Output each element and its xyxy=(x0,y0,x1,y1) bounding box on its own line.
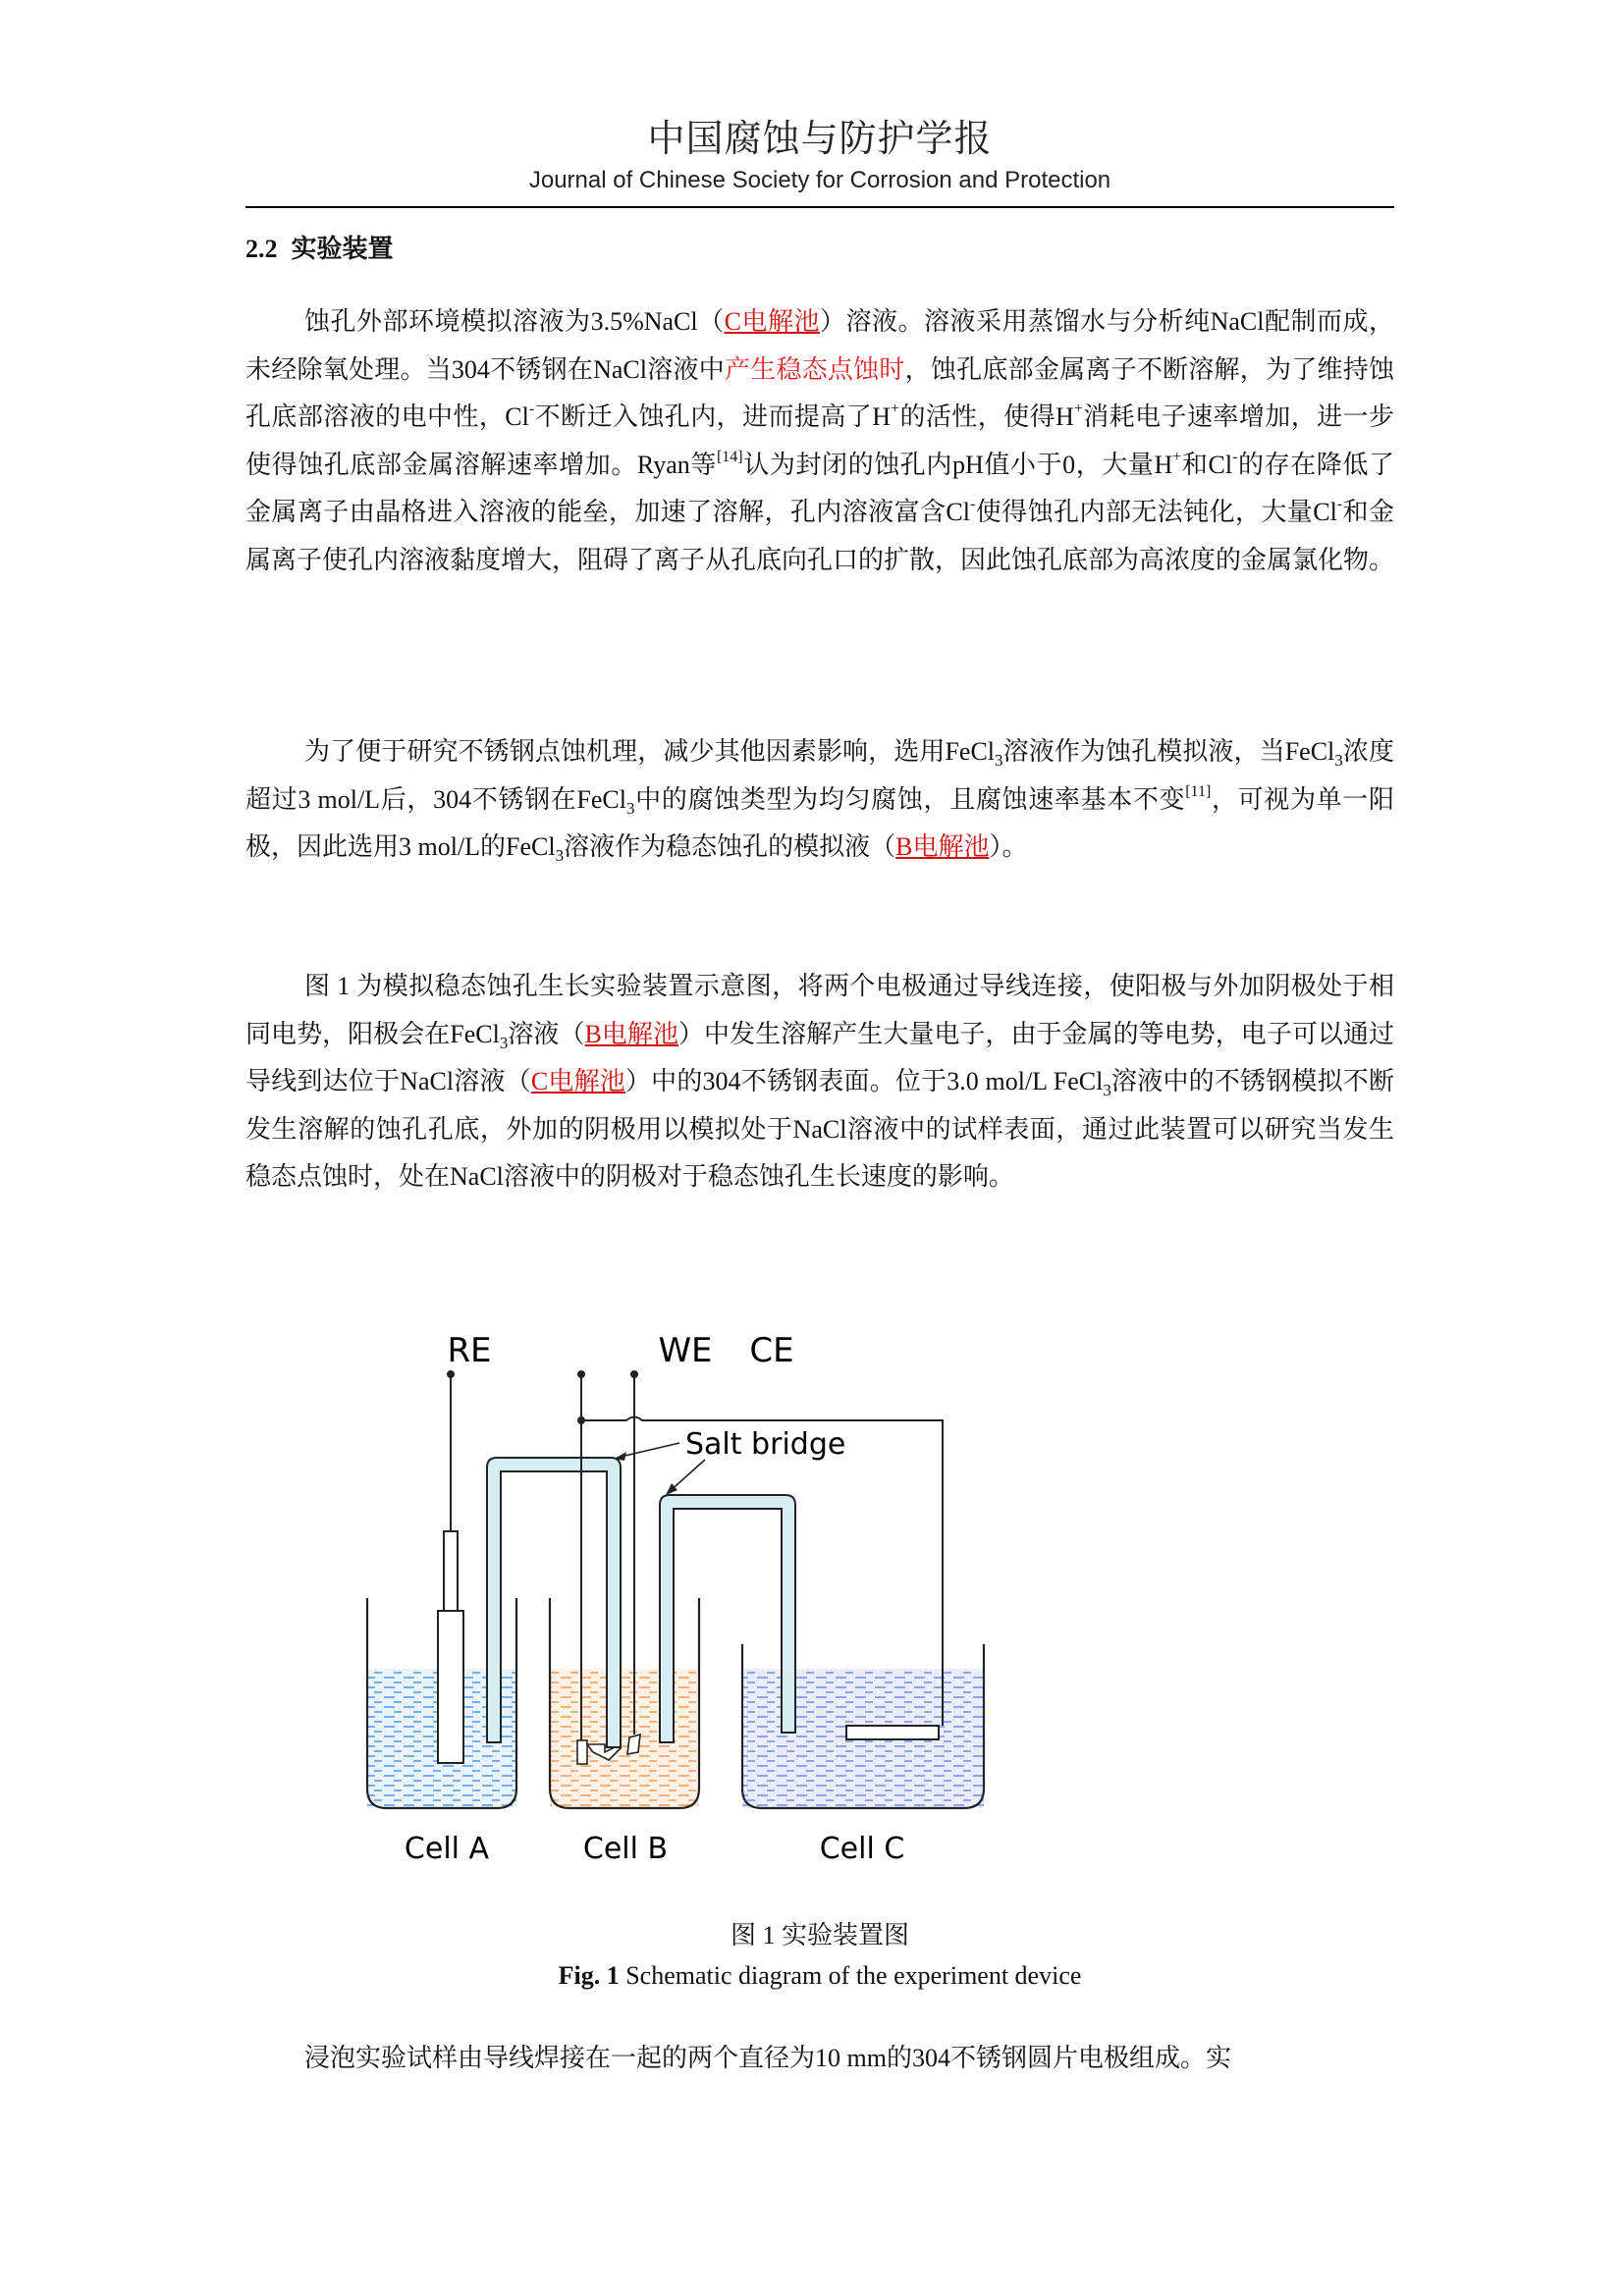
external-cathode xyxy=(846,1726,939,1739)
cell-b xyxy=(550,1598,699,1808)
paragraph-4: 浸泡实验试样由导线焊接在一起的两个直径为10 mm的304不锈钢圆片电极组成。实 xyxy=(304,2044,1231,2072)
section-number: 2.2 xyxy=(245,235,278,263)
paragraph-2: 为了便于研究不锈钢点蚀机理，减少其他因素影响，选用FeCl$_3$溶液作为蚀孔模拟液，当FeCl$_3$浓度超过3 mol/L后，304不锈钢在FeCl$_3$中的腐蚀类型为均匀腐蚀，且腐蚀速率基本不变[11]，可视为单一阳极，因此选用3 mol/L的FeCl$_3$溶液作为稳态蚀孔的模拟液（B电解池）。 xyxy=(245,737,1394,866)
journal-title-en: Journal of Chinese Society for Corrosion and Protection xyxy=(528,167,1111,193)
working-electrode-sample xyxy=(577,1740,587,1764)
citation-14[interactable]: [14] xyxy=(716,448,743,465)
label-cell-a: Cell A xyxy=(404,1832,490,1866)
label-cell-b: Cell B xyxy=(582,1832,669,1866)
paragraph-3: 图 1 为模拟稳态蚀孔生长实验装置示意图，将两个电极通过导线连接，使阳极与外加阴极处于相同电势，阳极会在FeCl$_3$溶液（B电解池）中发生溶解产生大量电子，由于金属的等电势，电子可以通过导线到达位于NaCl溶液（C电解池）中的304不锈钢表面。位于3.0 mol/L FeCl$_3$溶液中的不锈钢模拟不断发生溶解的蚀孔孔底，外加的阴极用以模拟处于NaCl溶液中的试样表面，通过此装置可以研究当发生稳态点蚀时，处在NaCl溶液中的阴极对于稳态蚀孔生长速度的影响。 xyxy=(245,972,1395,1191)
section-title: 实验装置 xyxy=(291,235,394,263)
paragraph-1: 蚀孔外部环境模拟溶液为3.5%NaCl（C电解池）溶液。溶液采用蒸馏水与分析纯NaCl配制而成，未经除氧处理。当304不锈钢在NaCl溶液中产生稳态点蚀时，蚀孔底部金属离子不断溶解，为了维持蚀孔底部溶液的电中性，Cl-不断迁入蚀孔内，进而提高了H+的活性，使得H+消耗电子速率增加，进一步使得蚀孔底部金属溶解速率增加。Ryan等[14]认为封闭的蚀孔内pH值小于0，大量H+和Cl-的存在降低了金属离子由晶格进入溶液的能垒，加速了溶解，孔内溶液富含Cl-使得蚀孔内部无法钝化，大量Cl-和金属离子使孔内溶液黏度增大，阻碍了离子从孔底向孔口的扩散，因此蚀孔底部为高浓度的金属氯化物。 xyxy=(245,307,1395,574)
cell-c xyxy=(742,1644,984,1808)
label-ce: CE xyxy=(749,1331,794,1370)
counter-electrode-sample xyxy=(627,1735,640,1754)
experiment-device-figure xyxy=(344,1320,1316,1919)
citation-11[interactable]: [11] xyxy=(1185,782,1212,800)
label-we: WE xyxy=(658,1331,713,1370)
label-re: RE xyxy=(447,1331,492,1370)
label-cell-c: Cell C xyxy=(819,1832,905,1866)
figure-caption-en: Fig. 1 Schematic diagram of the experiment device xyxy=(558,1961,1082,1990)
link-cell-b[interactable]: B电解池 xyxy=(584,1019,679,1048)
link-cell-c[interactable]: C电解池 xyxy=(724,307,820,336)
link-cell-b[interactable]: B电解池 xyxy=(895,832,990,861)
header-rule xyxy=(245,206,1394,208)
figure-caption-cn: 图 1 实验装置图 xyxy=(730,1921,909,1949)
journal-title-cn: 中国腐蚀与防护学报 xyxy=(647,117,993,160)
label-salt-bridge: Salt bridge xyxy=(685,1427,846,1462)
journal-header xyxy=(245,114,1394,196)
link-cell-c[interactable]: C电解池 xyxy=(530,1067,625,1095)
reference-electrode xyxy=(444,1531,458,1612)
highlight-stable-pitting: 产生稳态点蚀时 xyxy=(724,354,905,384)
section-heading xyxy=(245,230,394,269)
